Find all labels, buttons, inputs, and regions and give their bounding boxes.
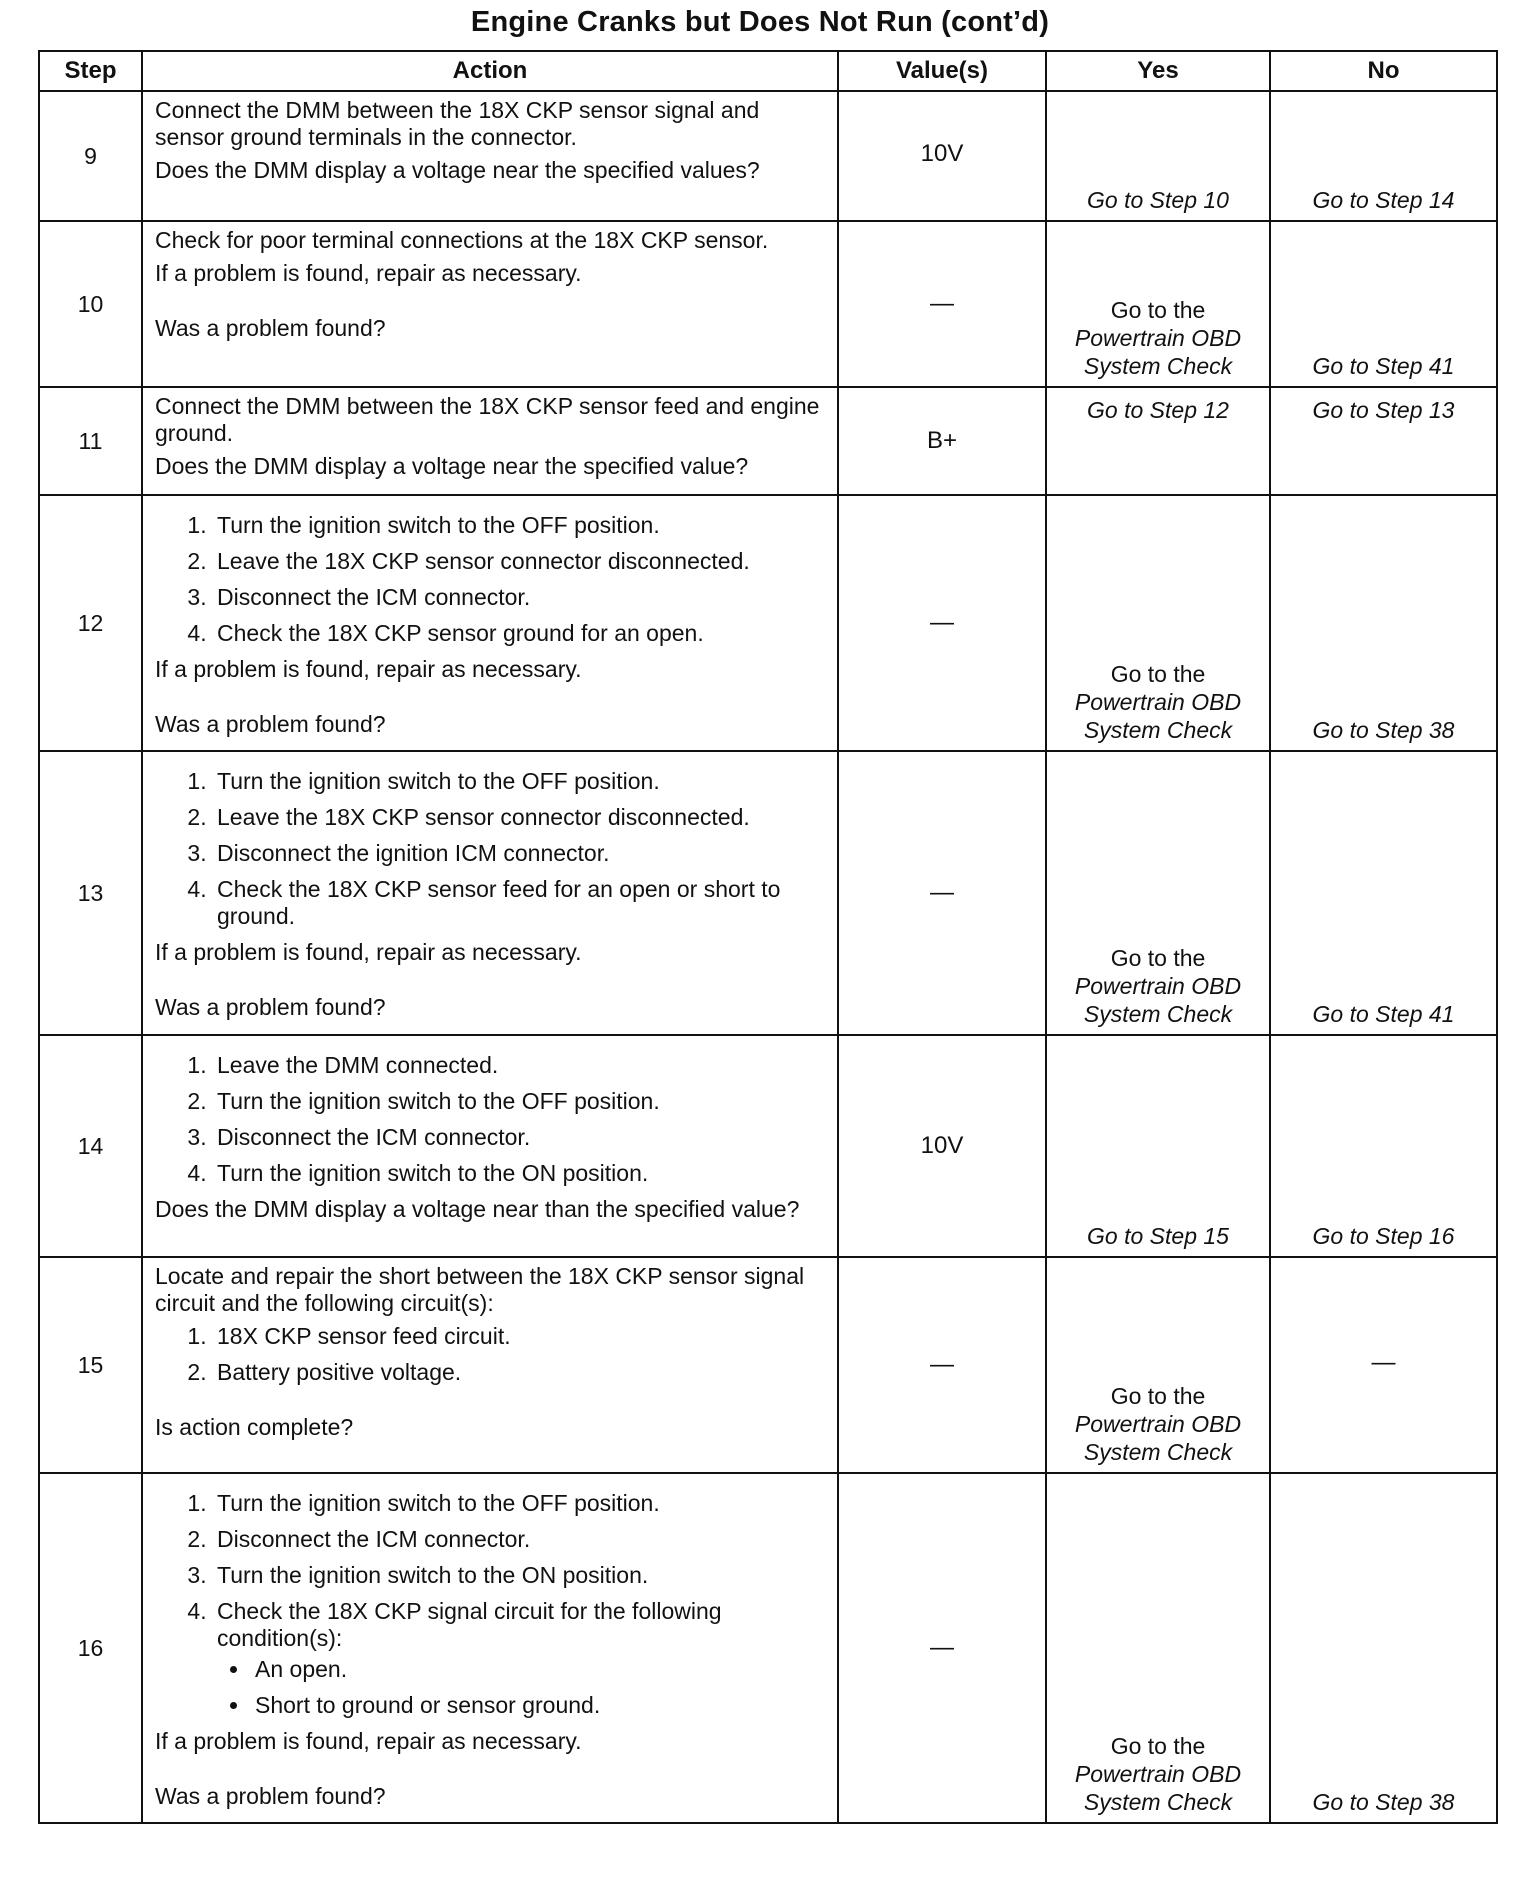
yes-line-2: Powertrain OBD <box>1074 325 1242 351</box>
header-values: Value(s) <box>838 51 1046 91</box>
table-row-step-10 <box>39 221 1497 387</box>
step-number: 13 <box>39 751 142 1035</box>
yes-cell <box>1046 751 1270 1035</box>
list-item: 1. 18X CKP sensor feed circuit. <box>213 1323 827 1350</box>
action-question: Was a problem found? <box>155 1783 386 1809</box>
step-number: 9 <box>39 91 142 221</box>
step-number: 14 <box>39 1035 142 1257</box>
action-question: Does the DMM display a voltage near than the specified value? <box>155 1196 800 1222</box>
action-cell <box>142 495 838 751</box>
yes-line-1: Go to the <box>1110 1733 1206 1759</box>
header-step: Step <box>39 51 142 91</box>
action-cell <box>142 751 838 1035</box>
value-text: — <box>930 290 954 317</box>
action-question: Was a problem found? <box>155 711 386 737</box>
no-cell: Go to Step 41 <box>1270 221 1497 387</box>
list-item: 2. Disconnect the ICM connector. <box>213 1526 827 1553</box>
action-text: Connect the DMM between the 18X CKP sensor feed and engine ground. <box>155 393 820 446</box>
list-item: 4. Check the 18X CKP sensor ground for an open. <box>213 620 827 647</box>
header-action: Action <box>142 51 838 91</box>
list-item: 3. Disconnect the ICM connector. <box>213 1124 827 1151</box>
list-item: 4. Check the 18X CKP sensor feed for an open or short to ground. <box>213 876 827 930</box>
no-cell: Go to Step 16 <box>1270 1035 1497 1257</box>
table-row-step-16 <box>39 1473 1497 1823</box>
action-repair: If a problem is found, repair as necessary. <box>155 656 582 682</box>
yes-cell <box>1046 1257 1270 1473</box>
yes-cell: Go to Step 12 <box>1046 387 1270 495</box>
diagnostic-table <box>38 50 1498 1824</box>
yes-line-3: System Check <box>1083 1789 1233 1815</box>
list-item: 2. Turn the ignition switch to the OFF position. <box>213 1088 827 1115</box>
action-repair: If a problem is found, repair as necessary. <box>155 260 582 286</box>
no-cell: Go to Step 38 <box>1270 1473 1497 1823</box>
table-row-step-13 <box>39 751 1497 1035</box>
action-cell <box>142 1257 838 1473</box>
action-cell <box>142 387 838 495</box>
action-text: Check for poor terminal connections at the 18X CKP sensor. <box>155 227 769 253</box>
value-text: 10V <box>920 1132 964 1159</box>
value-cell <box>838 495 1046 751</box>
yes-line-2: Powertrain OBD <box>1074 1411 1242 1437</box>
step-number: 11 <box>39 387 142 495</box>
value-text: — <box>930 1351 954 1378</box>
yes-line-1: Go to the <box>1110 297 1206 323</box>
value-text: — <box>930 1634 954 1661</box>
no-text: — <box>1371 1348 1396 1376</box>
value-cell <box>838 221 1046 387</box>
list-item: 4. Turn the ignition switch to the ON position. <box>213 1160 827 1187</box>
no-cell: Go to Step 38 <box>1270 495 1497 751</box>
action-cell <box>142 221 838 387</box>
yes-line-3: System Check <box>1083 1001 1233 1027</box>
list-item: 2. Leave the 18X CKP sensor connector disconnected. <box>213 804 827 831</box>
yes-cell: Go to Step 10 <box>1046 91 1270 221</box>
bullet-item: • Short to ground or sensor ground. <box>251 1692 827 1719</box>
action-steps <box>155 1490 827 1719</box>
value-text: — <box>930 609 954 636</box>
bullet-item: • An open. <box>251 1656 827 1683</box>
yes-line-2: Powertrain OBD <box>1074 689 1242 715</box>
list-item: 1. Leave the DMM connected. <box>213 1052 827 1079</box>
action-question: Was a problem found? <box>155 994 386 1020</box>
yes-line-1: Go to the <box>1110 661 1206 687</box>
table-row-step-9 <box>39 91 1497 221</box>
action-question: Does the DMM display a voltage near the specified value? <box>155 453 749 479</box>
no-cell: Go to Step 13 <box>1270 387 1497 495</box>
value-text: B+ <box>926 427 958 454</box>
yes-line-3: System Check <box>1083 717 1233 743</box>
action-repair: If a problem is found, repair as necessary. <box>155 1728 582 1754</box>
action-cell <box>142 1473 838 1823</box>
list-item: 1. Turn the ignition switch to the OFF position. <box>213 512 827 539</box>
list-item: 3. Disconnect the ignition ICM connector. <box>213 840 827 867</box>
step-number: 10 <box>39 221 142 387</box>
value-text: 10V <box>920 140 964 167</box>
action-repair: If a problem is found, repair as necessary. <box>155 939 582 965</box>
table-row-step-11 <box>39 387 1497 495</box>
header-yes: Yes <box>1046 51 1270 91</box>
list-item <box>213 1598 827 1719</box>
action-cell <box>142 91 838 221</box>
list-item-text: Check the 18X CKP signal circuit for the following condition(s): <box>217 1598 722 1651</box>
step-number: 15 <box>39 1257 142 1473</box>
table-row-step-15 <box>39 1257 1497 1473</box>
table-row-step-14 <box>39 1035 1497 1257</box>
action-steps <box>155 1323 827 1386</box>
list-item: 1. Turn the ignition switch to the OFF position. <box>213 768 827 795</box>
action-cell <box>142 1035 838 1257</box>
header-no: No <box>1270 51 1497 91</box>
value-text: — <box>930 879 954 906</box>
yes-cell: Go to Step 15 <box>1046 1035 1270 1257</box>
no-cell: Go to Step 14 <box>1270 91 1497 221</box>
yes-line-3: System Check <box>1083 1439 1233 1465</box>
value-cell <box>838 1257 1046 1473</box>
yes-line-3: System Check <box>1083 353 1233 379</box>
value-cell <box>838 91 1046 221</box>
no-cell: Go to Step 41 <box>1270 751 1497 1035</box>
list-item: 2. Leave the 18X CKP sensor connector disconnected. <box>213 548 827 575</box>
value-cell <box>838 1035 1046 1257</box>
action-steps <box>155 1052 827 1187</box>
action-steps <box>155 512 827 647</box>
value-cell <box>838 751 1046 1035</box>
list-item: 3. Turn the ignition switch to the ON position. <box>213 1562 827 1589</box>
list-item: 2. Battery positive voltage. <box>213 1359 827 1386</box>
action-question: Is action complete? <box>155 1414 354 1440</box>
action-text: Connect the DMM between the 18X CKP sensor signal and sensor ground terminals in the connector. <box>155 97 760 150</box>
yes-line-1: Go to the <box>1110 945 1206 971</box>
step-number: 12 <box>39 495 142 751</box>
yes-line-2: Powertrain OBD <box>1074 973 1242 999</box>
action-text: Locate and repair the short between the 18X CKP sensor signal circuit and the following circuit(s): <box>155 1263 805 1316</box>
page-title: Engine Cranks but Does Not Run (cont’d) <box>470 6 1050 38</box>
list-item: 3. Disconnect the ICM connector. <box>213 584 827 611</box>
value-cell <box>838 387 1046 495</box>
condition-bullets <box>217 1656 827 1719</box>
action-question: Does the DMM display a voltage near the specified values? <box>155 157 760 183</box>
yes-cell <box>1046 1473 1270 1823</box>
table-row-step-12 <box>39 495 1497 751</box>
step-number: 16 <box>39 1473 142 1823</box>
no-cell <box>1270 1257 1497 1473</box>
value-cell <box>838 1473 1046 1823</box>
yes-line-1: Go to the <box>1110 1383 1206 1409</box>
action-question: Was a problem found? <box>155 315 386 341</box>
header-row <box>39 51 1497 91</box>
yes-line-2: Powertrain OBD <box>1074 1761 1242 1787</box>
action-steps <box>155 768 827 930</box>
yes-cell <box>1046 495 1270 751</box>
list-item: 1. Turn the ignition switch to the OFF position. <box>213 1490 827 1517</box>
yes-cell <box>1046 221 1270 387</box>
